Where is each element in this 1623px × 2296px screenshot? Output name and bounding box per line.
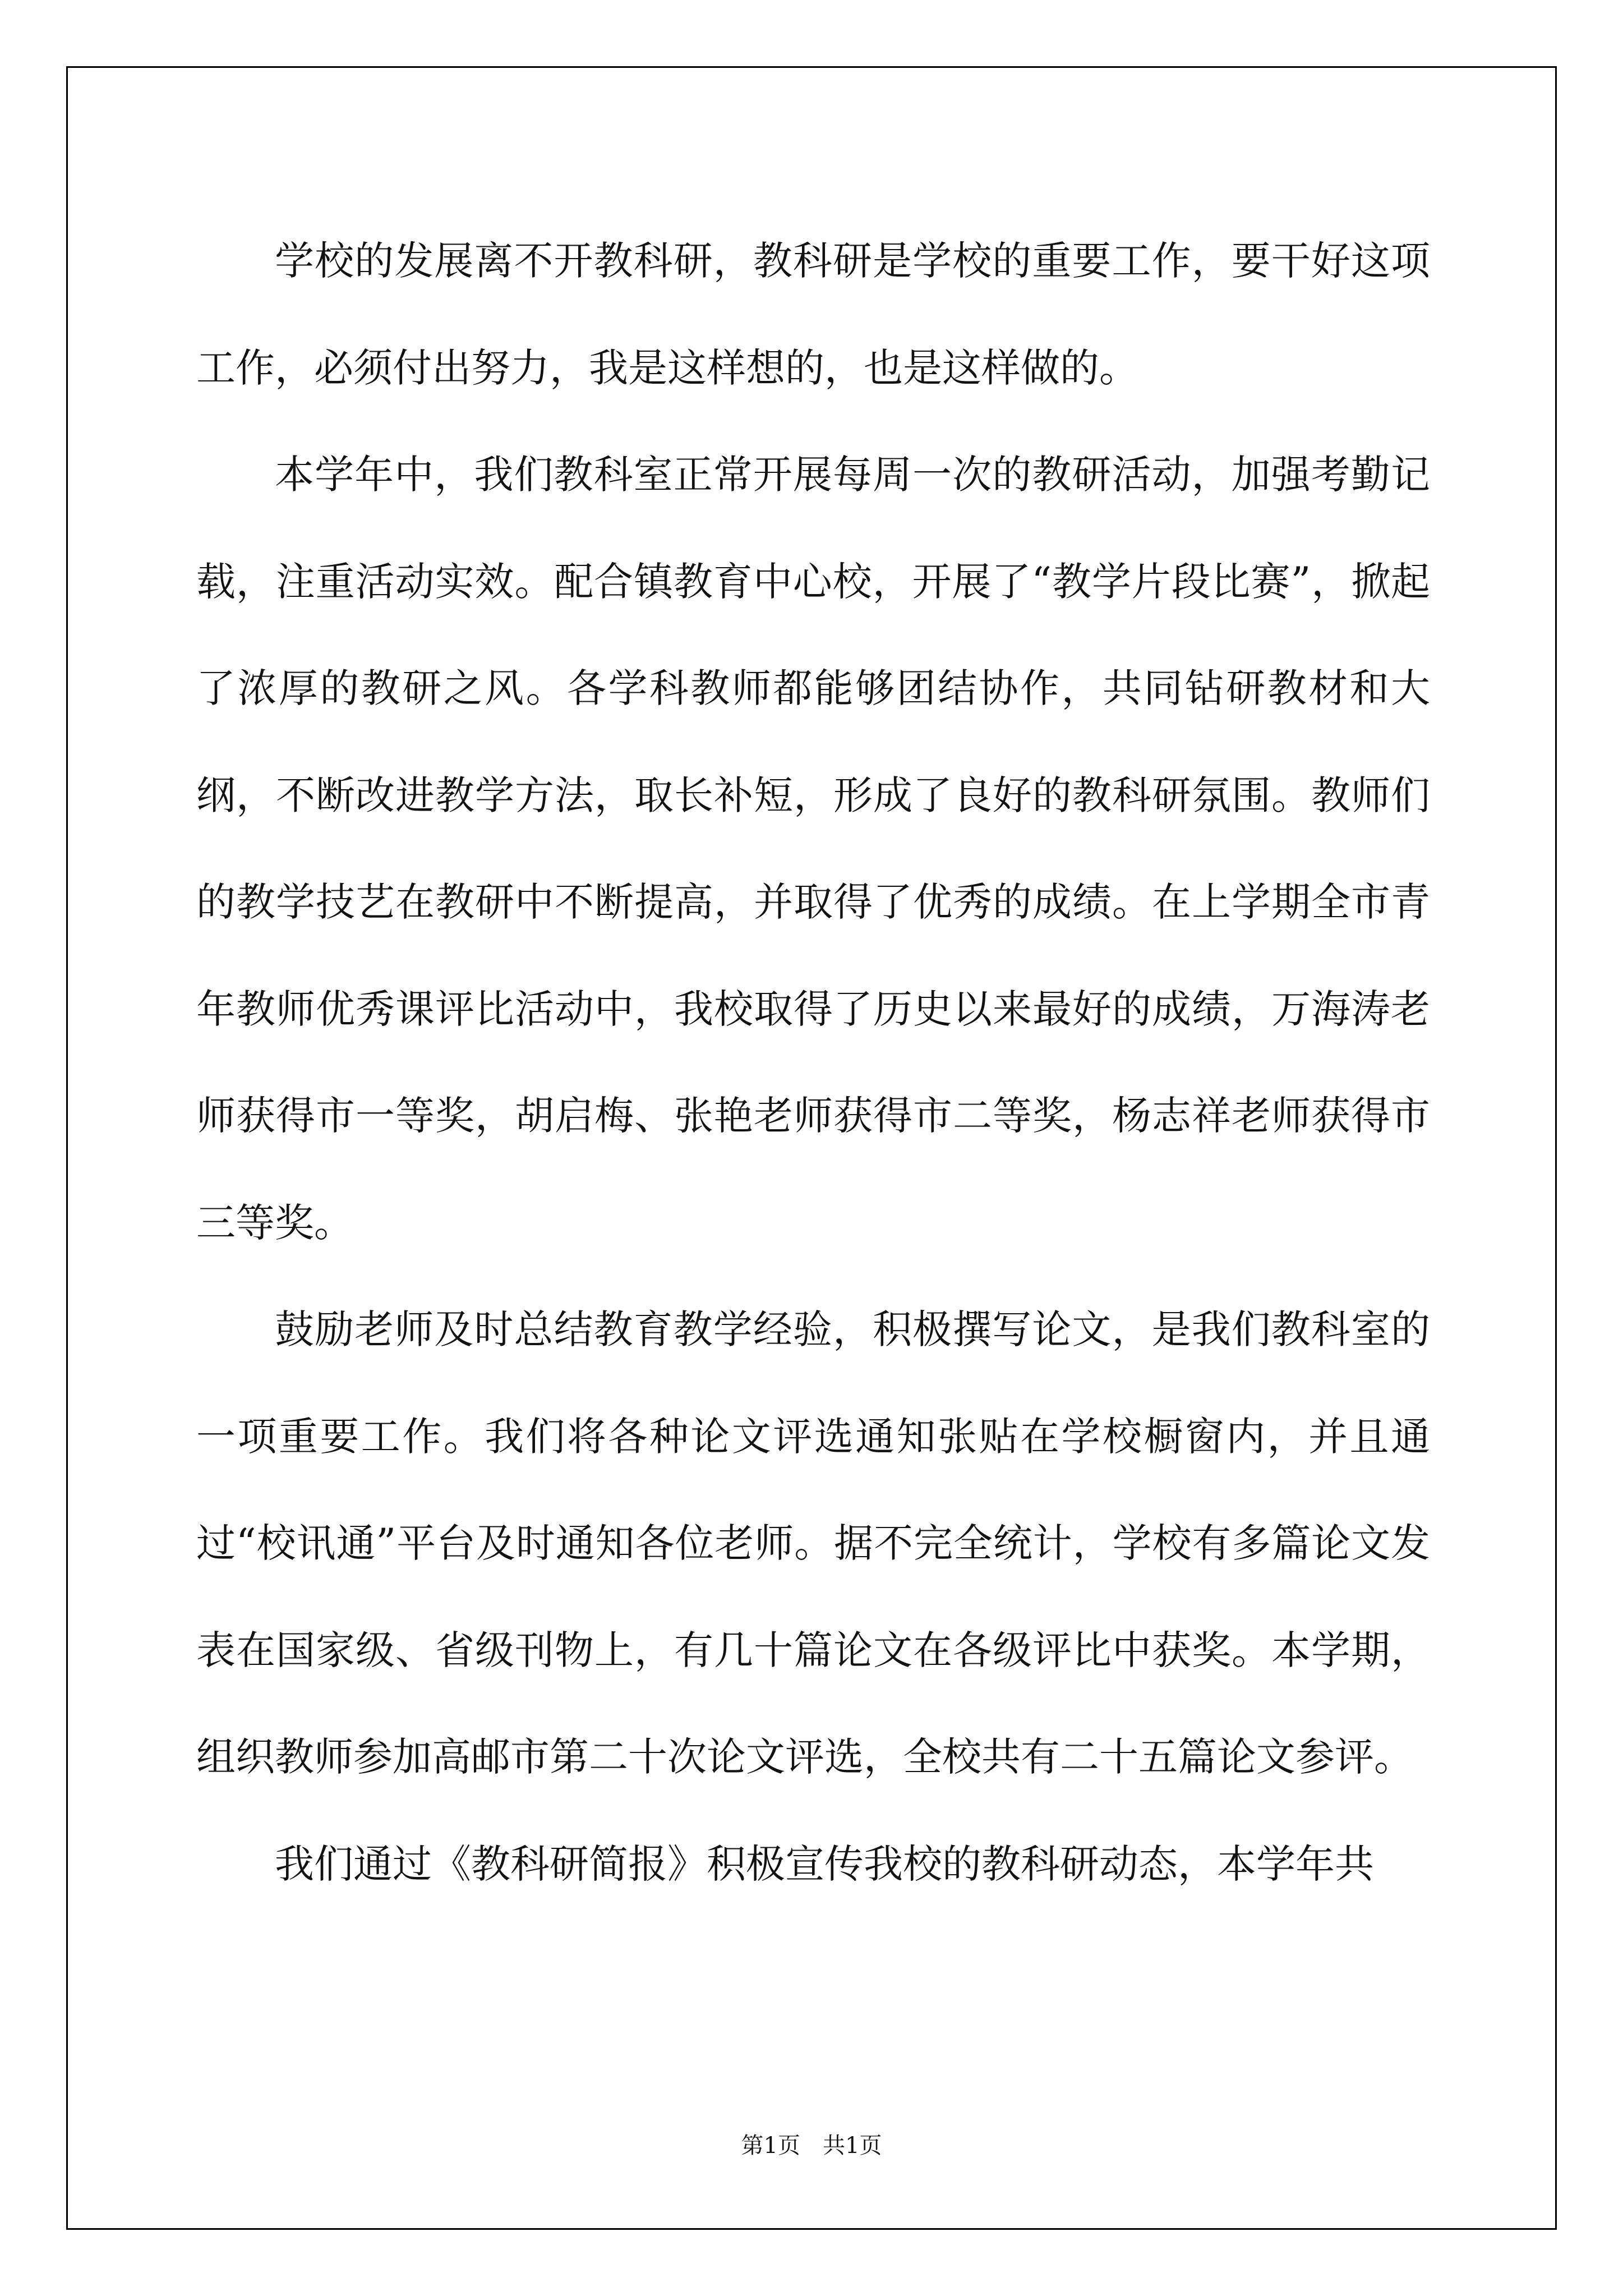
document-body (196, 208, 1430, 1917)
paragraph-3: 鼓励老师及时总结教育教学经验，积极撰写论文，是我们教科室的一项重要工作。我们将各种论文评选通知张贴在学校橱窗内，并且通过“校讯通”平台及时通知各位老师。据不完全统计，学校有多篇论文发表在国家级、省级刊物上，有几十篇论文在各级评比中获奖。本学期，组织教师参加高邮市第二十次论文评选，全校共有二十五篇论文参评。 (196, 1306, 1430, 1780)
page-total: 共1页 (823, 2133, 882, 2159)
paragraph-1: 学校的发展离不开教科研，教科研是学校的重要工作，要干好这项工作，必须付出努力，我是这样想的，也是这样做的。 (196, 238, 1430, 391)
paragraph-2: 本学年中，我们教科室正常开展每周一次的教研活动，加强考勤记载，注重活动实效。配合镇教育中心校，开展了“教学片段比赛”，掀起了浓厚的教研之风。各学科教师都能够团结协作，共同钻研教材和大纲，不断改进教学方法，取长补短，形成了良好的教科研氛围。教师们的教学技艺在教研中不断提高，并取得了优秀的成绩。在上学期全市青年教师优秀课评比活动中，我校取得了历史以来最好的成绩，万海涛老师获得市一等奖，胡启梅、张艳老师获得市二等奖，杨志祥老师获得市三等奖。 (196, 452, 1430, 1246)
page-number: 第1页 (741, 2133, 800, 2159)
page-footer (0, 2132, 1623, 2160)
paragraph-4: 我们通过《教科研简报》积极宣传我校的教科研动态，本学年共 (275, 1841, 1374, 1887)
